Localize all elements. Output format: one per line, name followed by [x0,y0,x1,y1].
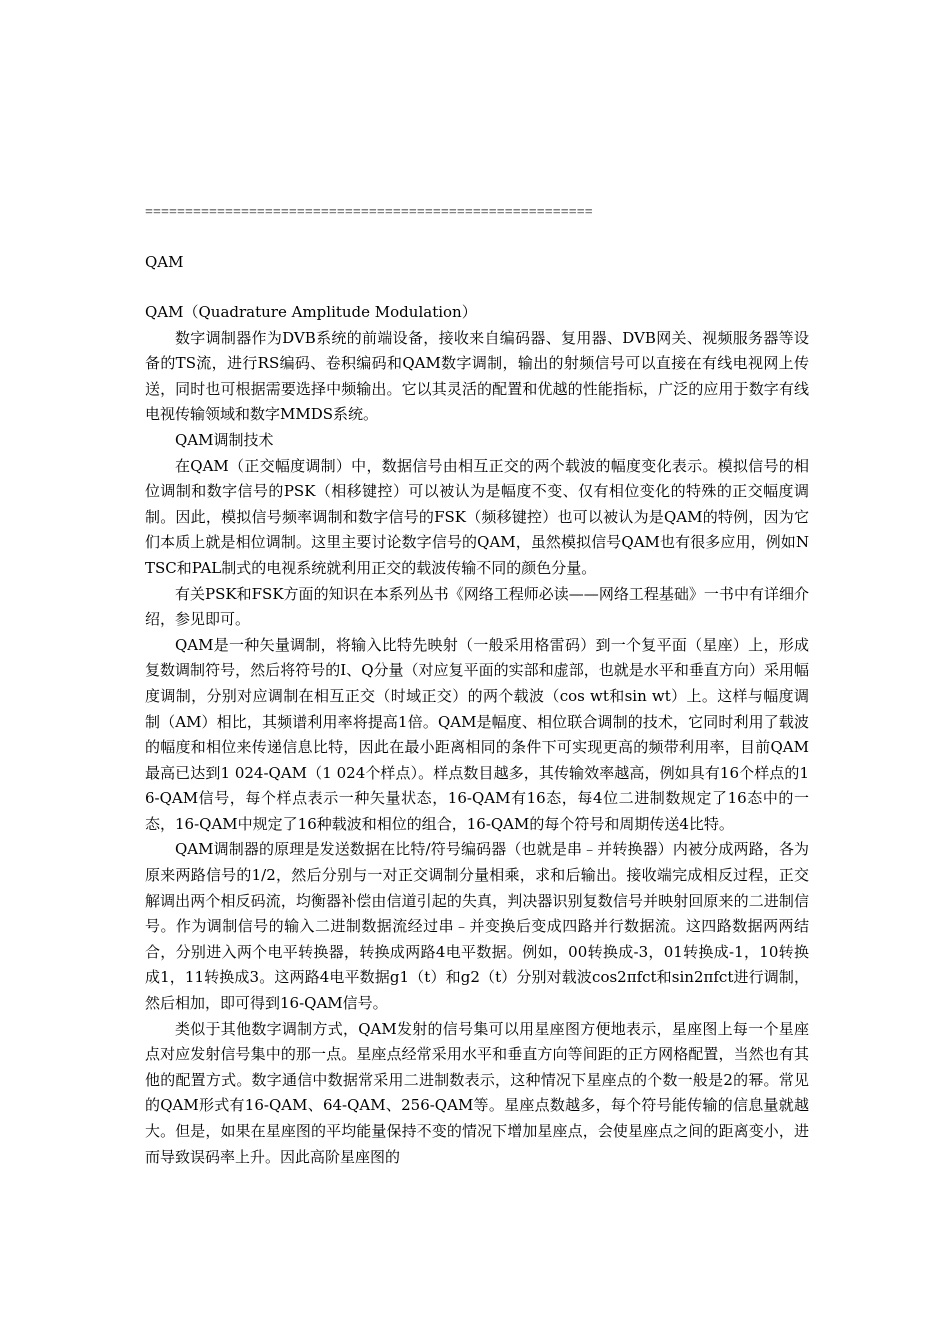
paragraph-modulator-principle: QAM调制器的原理是发送数据在比特/符号编码器（也就是串﹣并转换器）内被分成两路，各为原来两路信号的1/2，然后分别与一对正交调制分量相乘，求和后输出。接收端完成相反过程，正交解调出两个相反码流，均衡器补偿由信道引起的失真，判决器识别复数信号并映射回原来的二进制信号。作为调制信号的输入二进制数据流经过串﹣并变换后变成四路并行数据流。这四路数据两两结合，分别进入两个电平转换器，转换成两路4电平数据。例如，00转换成-3，01转换成-1，10转换成1，11转换成3。这两路4电平数据g1（t）和g2（t）分别对载波cos2πfct和sin2πfct进行调制，然后相加，即可得到16-QAM信号。 [145,840,809,1013]
paragraph-constellation: 类似于其他数字调制方式，QAM发射的信号集可以用星座图方便地表示，星座图上每一个星座点对应发射信号集中的那一点。星座点经常采用水平和垂直方向等间距的正方网格配置，当然也有其他的配置方式。数字通信中数据常采用二进制数表示，这种情况下星座点的个数一般是2的幂。常见的QAM形式有16-QAM、64-QAM、256-QAM等。星座点数越多，每个符号能传输的信息量就越大。但是，如果在星座图的平均能量保持不变的情况下增加星座点，会使星座点之间的距离变小，进而导致误码率上升。因此高阶星座图的 [145,1019,809,1166]
document-subtitle: QAM（Quadrature Amplitude Modulation） [145,303,477,321]
paragraph-qam-definition: 在QAM（正交幅度调制）中，数据信号由相互正交的两个载波的幅度变化表示。模拟信号的相位调制和数字信号的PSK（相移键控）可以被认为是幅度不变、仅有相位变化的特殊的正交幅度调制。因此，模拟信号频率调制和数字信号的FSK（频移键控）也可以被认为是QAM的特例，因为它们本质上就是相位调制。这里主要讨论数字信号的QAM，虽然模拟信号QAM也有很多应用，例如NTSC和PAL制式的电视系统就利用正交的载波传输不同的颜色分量。 [145,456,809,577]
separator-line: ======================================================== [145,205,593,220]
paragraph-intro: 数字调制器作为DVB系统的前端设备，接收来自编码器、复用器、DVB网关、视频服务器等设备的TS流，进行RS编码、卷积编码和QAM数字调制，输出的射频信号可以直接在有线电视网上传送，同时也可根据需要选择中频输出。它以其灵活的配置和优越的性能指标，广泛的应用于数字有线电视传输领域和数字MMDS系统。 [145,328,809,424]
document-page [145,200,809,1170]
document-title: QAM [145,253,184,271]
paragraph-vector-modulation: QAM是一种矢量调制，将输入比特先映射（一般采用格雷码）到一个复平面（星座）上，形成复数调制符号，然后将符号的I、Q分量（对应复平面的实部和虚部，也就是水平和垂直方向）采用幅度调制，分别对应调制在相互正交（时域正交）的两个载波（cos wt和sin wt）上。这样与幅度调制（AM）相比，其频谱利用率将提高1倍。QAM是幅度、相位联合调制的技术，它同时利用了载波的幅度和相位来传递信息比特，因此在最小距离相同的条件下可实现更高的频带利用率，目前QAM最高已达到1 024-QAM（1 024个样点）。样点数目越多，其传输效率越高，例如具有16个样点的16-QAM信号，每个样点表示一种矢量状态，16-QAM有16态，每4位二进制数规定了16态中的一态，16-QAM中规定了16种载波和相位的组合，16-QAM的每个符号和周期传送4比特。 [145,635,809,833]
paragraph-psk-fsk-reference: 有关PSK和FSK方面的知识在本系列丛书《网络工程师必读——网络工程基础》一书中有详细介绍，参见即可。 [145,584,809,629]
section-heading-qam-technique: QAM调制技术 [175,430,274,449]
